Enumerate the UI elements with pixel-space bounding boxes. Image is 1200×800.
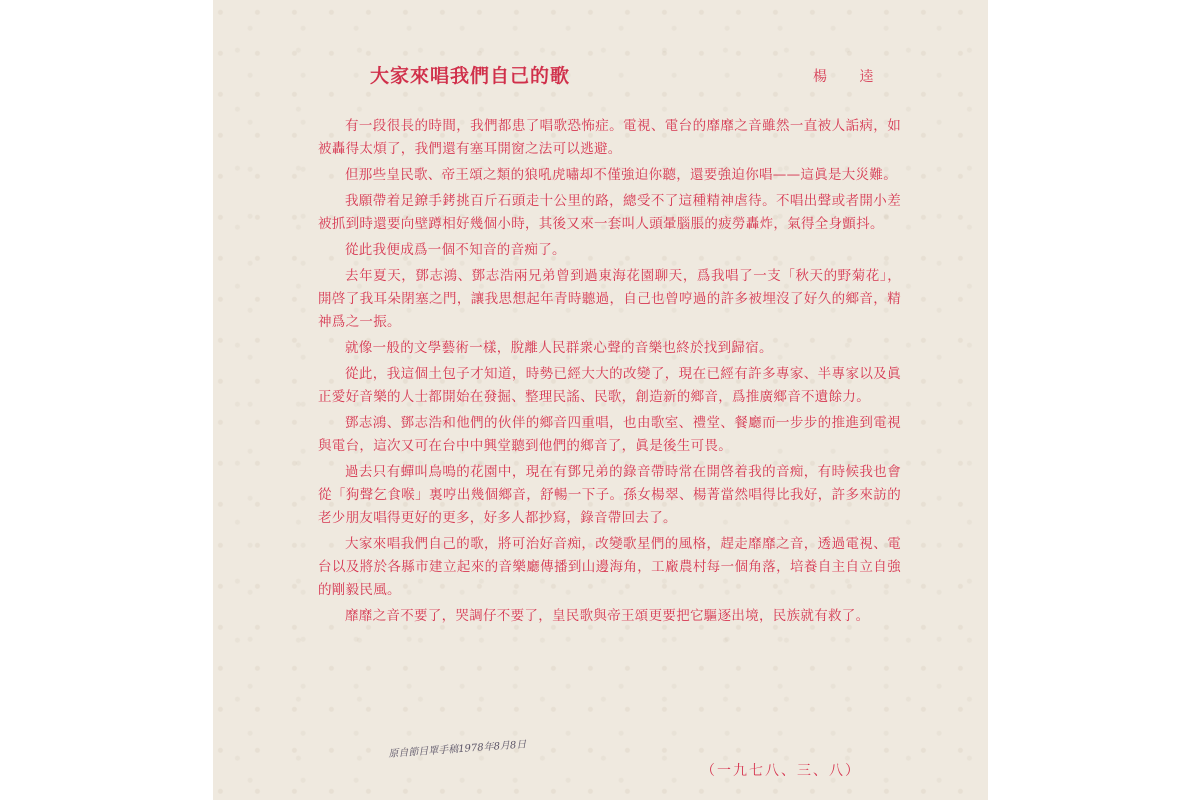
paragraph: 從此，我這個土包子才知道，時勢已經大大的改變了，現在已經有許多專家、半專家以及眞正愛好音樂的人士都開始在發掘、整理民謠、民歌，創造新的鄉音，爲推廣鄉音不遺餘力。 (318, 366, 901, 405)
paragraph: 靡靡之音不要了，哭調仔不要了，皇民歌與帝王頌更要把它驅逐出境，民族就有救了。 (345, 608, 870, 624)
article-body (318, 115, 901, 631)
paragraph: 就像一般的文學藝術一樣，脫離人民群衆心聲的音樂也終於找到歸宿。 (345, 340, 773, 356)
document-page (213, 0, 988, 800)
paragraph: 去年夏天，鄧志鴻、鄧志浩兩兄弟曾到過東海花園聊天，爲我唱了一支「秋天的野菊花」，開啓了我耳朵閉塞之門，讓我思想起年青時聽過，自己也曾哼過的許多被埋沒了好久的鄉音，精神爲之一振。 (318, 268, 901, 330)
date-line: （一九七八、三、八） (701, 763, 861, 779)
paragraph: 有一段很長的時間，我們都患了唱歌恐怖症。電視、電台的靡靡之音雖然一直被人詬病，如被轟得太煩了，我們還有塞耳開窗之法可以逃避。 (318, 118, 901, 157)
paragraph: 大家來唱我們自己的歌，將可治好音痴，改變歌星們的風格，趕走靡靡之音，透過電視、電台以及將於各縣市建立起來的音樂廳傳播到山邊海角，工廠農村每一個角落，培養自主自立自強的剛毅民風。 (318, 536, 901, 598)
paragraph: 但那些皇民歌、帝王頌之類的狼吼虎嘯却不僅強迫你聽，還要強迫你唱——這眞是大災難。 (345, 167, 897, 183)
paragraph: 從此我便成爲一個不知音的音痴了。 (345, 242, 566, 258)
paragraph: 過去只有蟬叫鳥鳴的花園中，現在有鄧兄弟的錄音帶時常在開啓着我的音痴，有時候我也會從「狗聲乞食喉」裏哼出幾個鄉音，舒暢一下子。孫女楊翠、楊菁當然唱得比我好，許多來訪的老少朋友唱得更好的更多，好多人都抄寫，錄音帶回去了。 (318, 464, 901, 526)
handwritten-note: 原自節目單手稿1978年8月8日 (388, 739, 527, 760)
paragraph: 鄧志鴻、鄧志浩和他們的伙伴的鄉音四重唱，也由歌室、禮堂、餐廳而一步步的推進到電視與電台，這次又可在台中中興堂聽到他們的鄉音了，眞是後生可畏。 (318, 415, 901, 454)
article-title: 大家來唱我們自己的歌 (370, 65, 571, 87)
author-name: 楊 逵 (813, 69, 888, 85)
paragraph: 我願帶着足鐐手銬挑百斤石頭走十公里的路，總受不了這種精神虐待。不唱出聲或者開小差被抓到時還要向壁蹲相好幾個小時，其後又來一套叫人頭暈腦脹的疲勞轟炸，氣得全身顫抖。 (318, 193, 901, 232)
